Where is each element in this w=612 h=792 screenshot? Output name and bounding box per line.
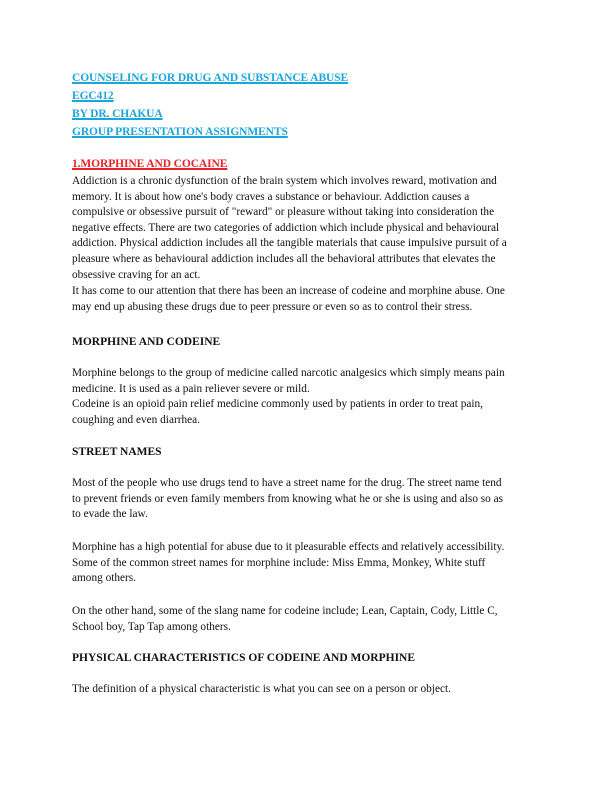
- text-line: Addiction is a chronic dysfunction of the brain system which involves reward, motivation and: [72, 175, 497, 187]
- text-line: compulsive or obsessive pursuit of "reward" or pleasure without taking into consideration the: [72, 206, 495, 219]
- text-line: coughing and even diarrhea.: [72, 413, 200, 426]
- paragraph-morphine-street-names: [72, 540, 542, 587]
- assignment-link[interactable]: GROUP PRESENTATION ASSIGNMENTS: [72, 126, 288, 138]
- text-line: to prevent friends or even family members from knowing what he or she is using and also so as: [72, 492, 504, 505]
- text-line: medicine. It is used as a pain reliever severe or mild.: [72, 382, 310, 395]
- paragraph-addiction: [72, 174, 542, 283]
- text-line: The definition of a physical characteristic is what you can see on a person or object.: [72, 683, 451, 695]
- text-line: On the other hand, some of the slang name for codeine include; Lean, Captain, Cody, Little C,: [72, 605, 498, 617]
- text-line: School boy, Tap Tap among others.: [72, 620, 231, 633]
- section-title-morphine-cocaine: 1.MORPHINE AND COCAINE: [72, 158, 228, 170]
- text-line: negative effects. There are two categories of addiction which include physical and behavioural: [72, 221, 500, 234]
- course-title-link[interactable]: COUNSELING FOR DRUG AND SUBSTANCE ABUSE: [72, 72, 349, 84]
- paragraph-increase: [72, 284, 542, 315]
- paragraph-morphine-codeine: [72, 366, 542, 428]
- text-line: pleasure where as behavioural addiction includes all the behavioral attributes that elevates the: [72, 252, 496, 265]
- text-line: Codeine is an opioid pain relief medicine commonly used by patients in order to treat pain,: [72, 398, 483, 411]
- paragraph-codeine-slang: [72, 604, 542, 635]
- text-line: addiction. Physical addiction includes all the tangible materials that cause impulsive pursuit of a: [72, 237, 507, 250]
- section-title-street-names: STREET NAMES: [72, 446, 162, 458]
- lecturer-link[interactable]: BY DR. CHAKUA: [72, 108, 163, 120]
- text-line: obsessive craving for an act.: [72, 268, 201, 281]
- section-title-physical-characteristics: PHYSICAL CHARACTERISTICS OF CODEINE AND MORPHINE: [72, 652, 416, 664]
- paragraph-physical-definition: [72, 682, 542, 698]
- text-line: It has come to our attention that there has been an increase of codeine and morphine abuse. One: [72, 285, 505, 297]
- text-line: Most of the people who use drugs tend to have a street name for the drug. The street name tend: [72, 477, 502, 489]
- text-line: Morphine has a high potential for abuse due to it pleasurable effects and relatively accessibility.: [72, 541, 505, 553]
- text-line: Morphine belongs to the group of medicine called narcotic analgesics which simply means pain: [72, 367, 505, 379]
- text-line: Some of the common street names for morphine include: Miss Emma, Monkey, White stuff: [72, 556, 486, 569]
- text-line: memory. It is about how one's body craves a substance or behaviour. Addiction causes a: [72, 190, 470, 203]
- text-line: to evade the law.: [72, 508, 148, 521]
- text-line: may end up abusing these drugs due to peer pressure or even so as to control their stress.: [72, 300, 473, 313]
- text-line: among others.: [72, 572, 137, 585]
- section-title-morphine-codeine: MORPHINE AND CODEINE: [72, 336, 221, 348]
- course-code-link[interactable]: EGC412: [72, 90, 114, 102]
- paragraph-street-names: [72, 476, 542, 523]
